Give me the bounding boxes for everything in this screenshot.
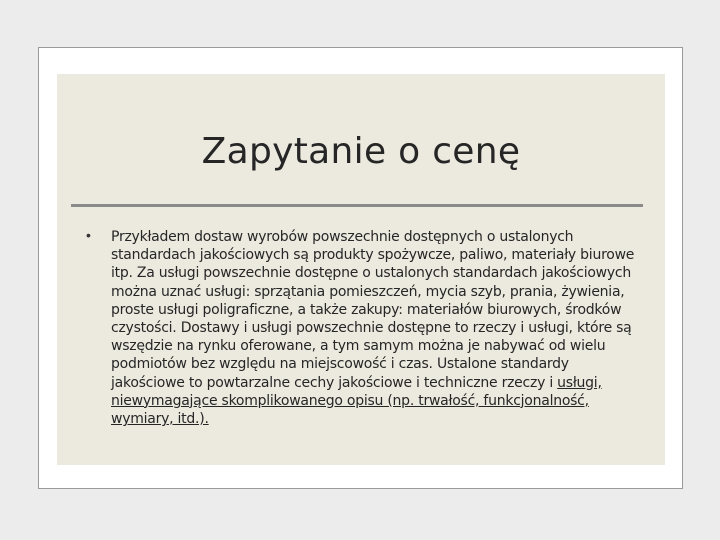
paragraph-underlined-text: usługi, niewymagające skomplikowanego opisu (np. trwałość, funkcjonalność, wymiary, itd.).: [111, 374, 602, 428]
bullet-paragraph: [111, 228, 635, 428]
title-divider: [71, 204, 643, 207]
bullet-marker: •: [86, 227, 91, 243]
slide-title: Zapytanie o cenę: [201, 131, 521, 172]
paragraph-text: Przykładem dostaw wyrobów powszechnie dostępnych o ustalonych standardach jakościowych są produkty spożywcze, paliwo, materiały biurowe itp. Za usługi powszechnie dostępne o ustalonych standardach jakościowych można uznać usługi: sprzątania pomieszczeń, mycia szyb, prania, żywienia, proste usługi poligraficzne, a także zakupy: materiałów biurowych, środków czystości. Dostawy i usługi powszechnie dostępne to rzeczy i usługi, które są wszędzie na rynku oferowane, a tym samym można je nabywać od wielu podmiotów bez względu na miejscowość i czas. Ustalone standardy jakościowe to powtarzalne cechy jakościowe i techniczne rzeczy i: [111, 229, 635, 391]
